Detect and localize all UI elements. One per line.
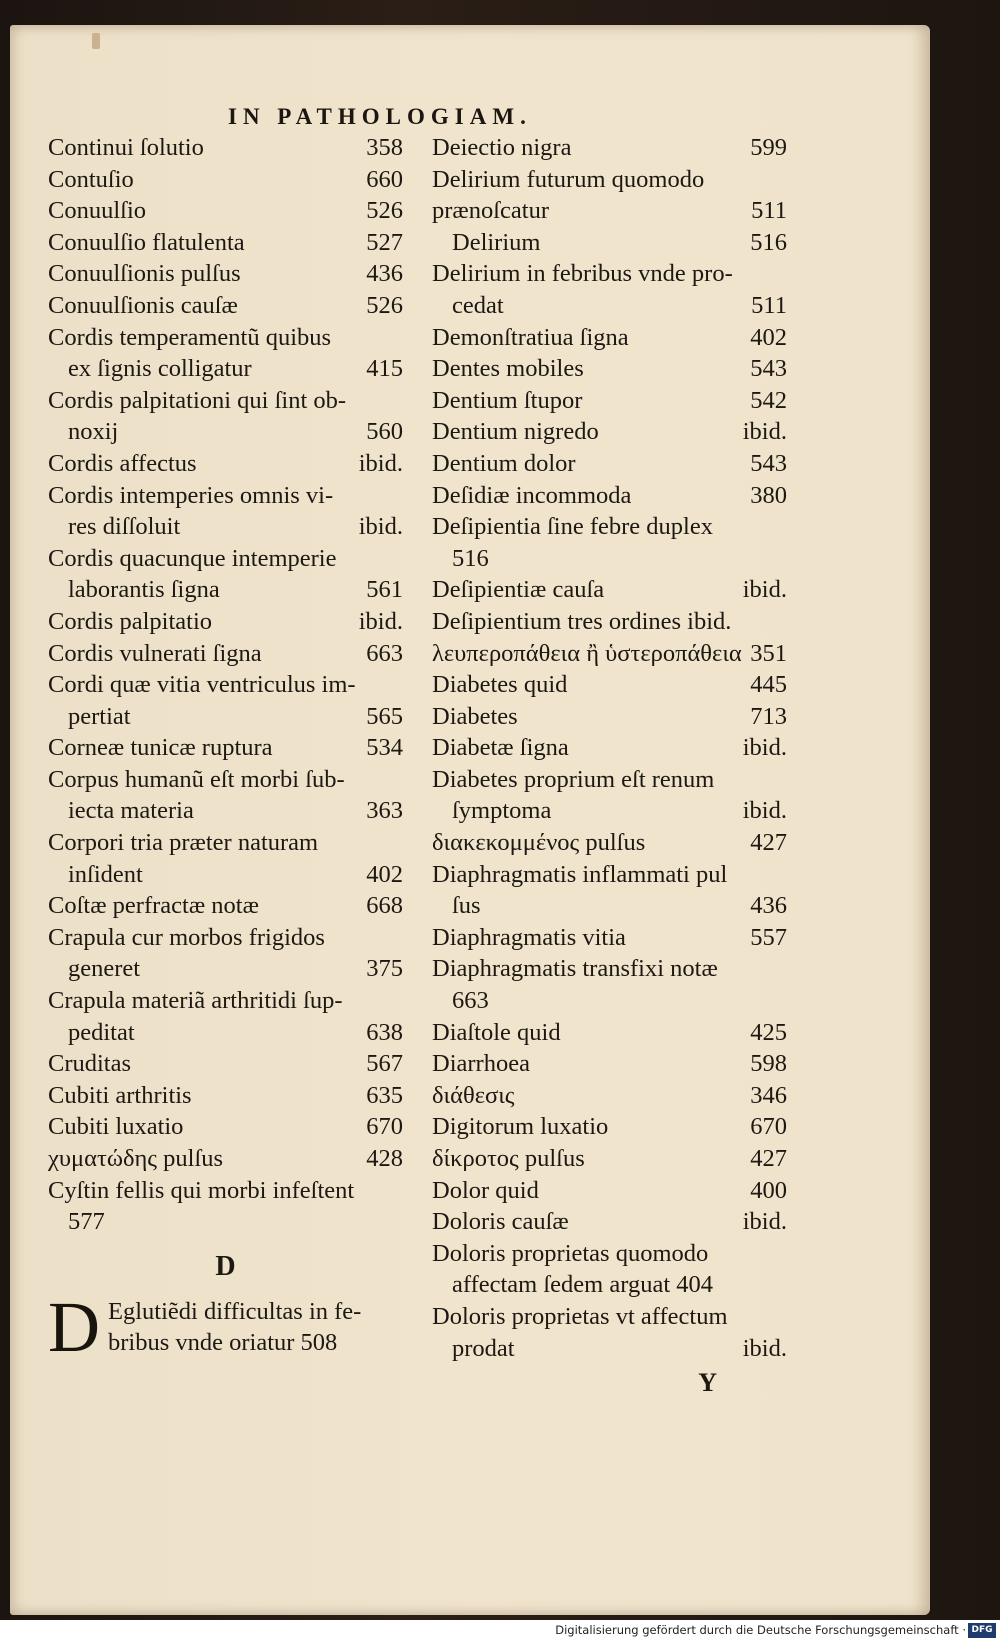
entry-page-ref: 436 (366, 260, 403, 288)
index-entry (432, 1143, 787, 1175)
entry-term: Cordis affectus (48, 449, 197, 477)
entry-page-ref: ibid. (358, 449, 403, 477)
index-entry (432, 1017, 787, 1049)
entry-page-ref: 402 (366, 860, 403, 888)
entry-term: bribus vnde oriatur 508 (108, 1329, 338, 1357)
entry-page-ref: 511 (751, 197, 787, 225)
index-entry (48, 669, 403, 701)
entry-term: Doloris proprietas quomodo (432, 1239, 709, 1267)
entry-term: Cyſtin fellis qui morbi infeſtent (48, 1176, 355, 1204)
index-entry (432, 385, 787, 417)
entry-page-ref: 660 (366, 165, 403, 193)
index-entry (432, 511, 787, 543)
index-entry (432, 448, 787, 480)
entry-term: noxij (68, 418, 119, 446)
index-entry (48, 732, 403, 764)
index-entry (432, 953, 787, 985)
catchword: Y (698, 1368, 717, 1398)
entry-term: Diarrhoea (432, 1050, 530, 1078)
entry-term: Diabetes (432, 702, 518, 730)
entry-page-ref: 560 (366, 418, 403, 446)
entry-page-ref: 670 (750, 1113, 787, 1141)
entry-term: Dentium ſtupor (432, 386, 583, 414)
entry-page-ref: 445 (750, 671, 787, 699)
entry-page-ref: 668 (366, 892, 403, 920)
index-entry (48, 859, 403, 891)
index-entry (48, 1111, 403, 1143)
entry-term: Conuulſionis pulſus (48, 260, 241, 288)
entry-term: cedat (452, 291, 504, 319)
index-entry (48, 953, 403, 985)
index-entry (48, 890, 403, 922)
index-entry (48, 132, 403, 164)
entry-term: Conuulſio (48, 197, 147, 225)
index-entry (48, 448, 403, 480)
drop-cap: D (48, 1286, 100, 1367)
entry-term: χυματώδης pulſus (48, 1145, 224, 1172)
entry-term: Cubiti luxatio (48, 1113, 184, 1141)
entry-term: ſymptoma (452, 797, 552, 825)
entry-page-ref: 534 (366, 734, 403, 762)
entry-term: δίκροτος pulſus (432, 1145, 585, 1172)
entry-page-ref: 351 (750, 639, 787, 667)
index-entry (432, 1333, 787, 1365)
entry-page-ref: 713 (750, 702, 787, 730)
entry-term: Coſtæ perfractæ notæ (48, 892, 259, 920)
entry-term: Corpus humanũ eſt morbi ſub- (48, 765, 345, 793)
entry-page-ref: 363 (366, 797, 403, 825)
page-tab-marker (92, 33, 100, 49)
entry-term: Eglutiẽdi difficultas in fe- (108, 1297, 362, 1325)
index-entry (48, 416, 403, 448)
index-entry (432, 574, 787, 606)
entry-term: peditat (68, 1018, 135, 1046)
index-entry (432, 290, 787, 322)
entry-term: Cubiti arthritis (48, 1081, 192, 1109)
index-entry (432, 701, 787, 733)
index-entry (432, 1048, 787, 1080)
footer-bar (0, 1620, 1000, 1643)
entry-term: generet (68, 955, 141, 983)
entry-term: pertiat (68, 702, 131, 730)
entry-page-ref: 598 (750, 1050, 787, 1078)
funding-note: Digitalisierung gefördert durch die Deutsche Forschungsgemeinschaft · (555, 1623, 966, 1637)
entry-term: 516 (452, 544, 489, 572)
index-column-right (432, 132, 787, 1400)
entry-term: laborantis ſigna (68, 576, 220, 604)
index-entry (432, 164, 787, 196)
entry-page-ref: ibid. (742, 418, 787, 446)
entry-term: διάθεσις (432, 1081, 515, 1109)
index-entry (432, 795, 787, 827)
index-entry (48, 574, 403, 606)
entry-page-ref: 527 (366, 228, 403, 256)
entry-term: ſus (452, 892, 481, 920)
entry-term: Cordis temperamentũ quibus (48, 323, 332, 351)
entry-page-ref: 526 (366, 197, 403, 225)
index-entry (432, 764, 787, 796)
index-entry (48, 764, 403, 796)
entry-term: Delirium (452, 228, 541, 256)
entry-term: Demonſtratiua ſigna (432, 323, 629, 351)
entry-page-ref: 380 (750, 481, 787, 509)
entry-term: Cordis vulnerati ſigna (48, 639, 262, 667)
entry-term: Cruditas (48, 1050, 132, 1078)
index-entry (48, 227, 403, 259)
index-entry (432, 732, 787, 764)
entry-term: Dentes mobiles (432, 355, 584, 383)
entry-term: Diaſtole quid (432, 1018, 561, 1046)
entry-term: prodat (452, 1334, 515, 1362)
index-entry (432, 1301, 787, 1333)
index-entry (432, 543, 787, 575)
entry-page-ref: 526 (366, 291, 403, 319)
index-entry (48, 985, 403, 1017)
index-entry (48, 258, 403, 290)
index-entry (432, 890, 787, 922)
entry-term: Diaphragmatis transfixi notæ (432, 955, 718, 983)
entry-page-ref: 375 (366, 955, 403, 983)
entry-term: Corneæ tunicæ ruptura (48, 734, 273, 762)
entry-term: 577 (68, 1208, 105, 1236)
entry-term: Conuulſionis cauſæ (48, 291, 238, 319)
entry-term: prænoſcatur (432, 197, 550, 225)
entry-term: Deſipientiæ cauſa (432, 576, 605, 604)
index-entry (48, 1048, 403, 1080)
index-entry (48, 290, 403, 322)
entry-term: Contuſio (48, 165, 134, 193)
entry-page-ref: 516 (750, 228, 787, 256)
entry-term: Cordis palpitatio (48, 607, 212, 635)
index-entry (48, 827, 403, 859)
entry-term: Dentium nigredo (432, 418, 599, 446)
entry-page-ref: 358 (366, 134, 403, 161)
section-heading-letter: D (215, 1250, 236, 1282)
entry-page-ref: 415 (366, 355, 403, 383)
index-entry (48, 1175, 403, 1207)
index-entry (48, 480, 403, 512)
entry-page-ref: 561 (366, 576, 403, 604)
entry-page-ref: ibid. (742, 1208, 787, 1236)
entry-page-ref: 427 (750, 829, 787, 857)
index-entry (48, 638, 403, 670)
entry-term: Conuulſio flatulenta (48, 228, 245, 256)
index-entry (432, 195, 787, 227)
entry-term: Dentium dolor (432, 449, 576, 477)
index-entry (432, 132, 787, 164)
entry-term: Delirium in febribus vnde pro- (432, 260, 733, 288)
index-entry (432, 669, 787, 701)
index-entry (48, 1327, 403, 1359)
index-entry (48, 543, 403, 575)
index-entry (432, 322, 787, 354)
running-head: IN PATHOLOGIAM. (228, 104, 532, 129)
entry-page-ref: ibid. (358, 513, 403, 541)
index-entry (432, 606, 787, 638)
index-entry (48, 1080, 403, 1112)
entry-term: Crapula cur morbos frigidos (48, 923, 325, 951)
index-entry (432, 859, 787, 891)
index-entry (48, 1206, 403, 1238)
entry-term: affectam ſedem arguat 404 (452, 1271, 713, 1299)
index-entry (432, 1080, 787, 1112)
entry-page-ref: ibid. (742, 1334, 787, 1362)
entry-page-ref: 400 (750, 1176, 787, 1204)
entry-term: Cordi quæ vitia ventriculus im- (48, 671, 356, 699)
entry-term: Crapula materiã arthritidi ſup- (48, 987, 343, 1015)
entry-page-ref: 542 (750, 386, 787, 414)
index-entry (48, 1143, 403, 1175)
index-entry (432, 985, 787, 1017)
index-entry (432, 480, 787, 512)
entry-term: Deſipientium tres ordines ibid. (432, 607, 732, 635)
entry-term: iecta materia (68, 797, 194, 825)
entry-page-ref: 543 (750, 355, 787, 383)
index-entry (432, 1111, 787, 1143)
index-entry (48, 606, 403, 638)
entry-term: Cordis quacunque intemperie (48, 544, 337, 572)
index-column-left (48, 132, 403, 1367)
index-entry (48, 511, 403, 543)
entry-term: Deſipientia ſine febre duplex (432, 513, 713, 541)
entry-page-ref: ibid. (358, 607, 403, 635)
index-entry (432, 1175, 787, 1207)
entry-term: Corpori tria præter naturam (48, 829, 319, 857)
index-entry (48, 1017, 403, 1049)
entry-term: Diabetes quid (432, 671, 568, 699)
entry-page-ref: 543 (750, 449, 787, 477)
entry-term: Continui ſolutio (48, 134, 204, 161)
index-entry (432, 258, 787, 290)
index-entry (48, 922, 403, 954)
index-entry (432, 353, 787, 385)
entry-term: διακεκομμένος pulſus (432, 829, 646, 857)
entry-term: inſident (68, 860, 143, 888)
entry-term: Diabetæ ſigna (432, 734, 569, 762)
entry-page-ref: 346 (750, 1081, 787, 1109)
index-entry (432, 416, 787, 448)
index-entry (432, 1238, 787, 1270)
index-entry (48, 164, 403, 196)
index-entry (432, 1269, 787, 1301)
index-entry (48, 795, 403, 827)
index-entry (432, 1206, 787, 1238)
entry-page-ref: 427 (750, 1145, 787, 1172)
index-entry (432, 922, 787, 954)
entry-term: Diaphragmatis vitia (432, 923, 626, 951)
entry-term: Deſidiæ incommoda (432, 481, 632, 509)
index-entry (48, 701, 403, 733)
entry-term: Diaphragmatis inflammati pul (432, 860, 728, 888)
entry-term: Dolor quid (432, 1176, 539, 1204)
entry-term: λευπεροπάθεια ἢ ὑστεροπάθεια (432, 639, 742, 667)
entry-term: 663 (452, 987, 489, 1015)
entry-page-ref: 557 (750, 923, 787, 951)
entry-term: Doloris cauſæ (432, 1208, 569, 1236)
index-entry (48, 195, 403, 227)
index-entry (48, 322, 403, 354)
entry-term: Delirium futurum quomodo (432, 165, 705, 193)
index-entry (432, 638, 787, 670)
index-entry (432, 827, 787, 859)
entry-term: Digitorum luxatio (432, 1113, 609, 1141)
entry-term: Cordis intemperies omnis vi- (48, 481, 334, 509)
dfg-logo: DFG (968, 1623, 996, 1638)
entry-page-ref: 402 (750, 323, 787, 351)
entry-page-ref: 436 (750, 892, 787, 920)
entry-term: Deiectio nigra (432, 134, 572, 161)
entry-page-ref: 567 (366, 1050, 403, 1078)
entry-page-ref: ibid. (742, 797, 787, 825)
index-entry (48, 385, 403, 417)
entry-page-ref: 565 (366, 702, 403, 730)
entry-page-ref: 663 (366, 639, 403, 667)
entry-term: Diabetes proprium eſt renum (432, 765, 715, 793)
entry-page-ref: ibid. (742, 734, 787, 762)
entry-page-ref: 599 (750, 134, 787, 161)
entry-page-ref: 511 (751, 291, 787, 319)
entry-term: ex ſignis colligatur (68, 355, 252, 383)
entry-page-ref: ibid. (742, 576, 787, 604)
entry-page-ref: 635 (366, 1081, 403, 1109)
entry-term: Doloris proprietas vt affectum (432, 1302, 728, 1330)
index-entry (432, 227, 787, 259)
entry-page-ref: 428 (366, 1145, 403, 1172)
entry-page-ref: 670 (366, 1113, 403, 1141)
entry-page-ref: 638 (366, 1018, 403, 1046)
entry-term: res diſſoluit (68, 513, 181, 541)
entry-page-ref: 425 (750, 1018, 787, 1046)
index-entry (48, 353, 403, 385)
entry-term: Cordis palpitationi qui ſint ob- (48, 386, 347, 414)
